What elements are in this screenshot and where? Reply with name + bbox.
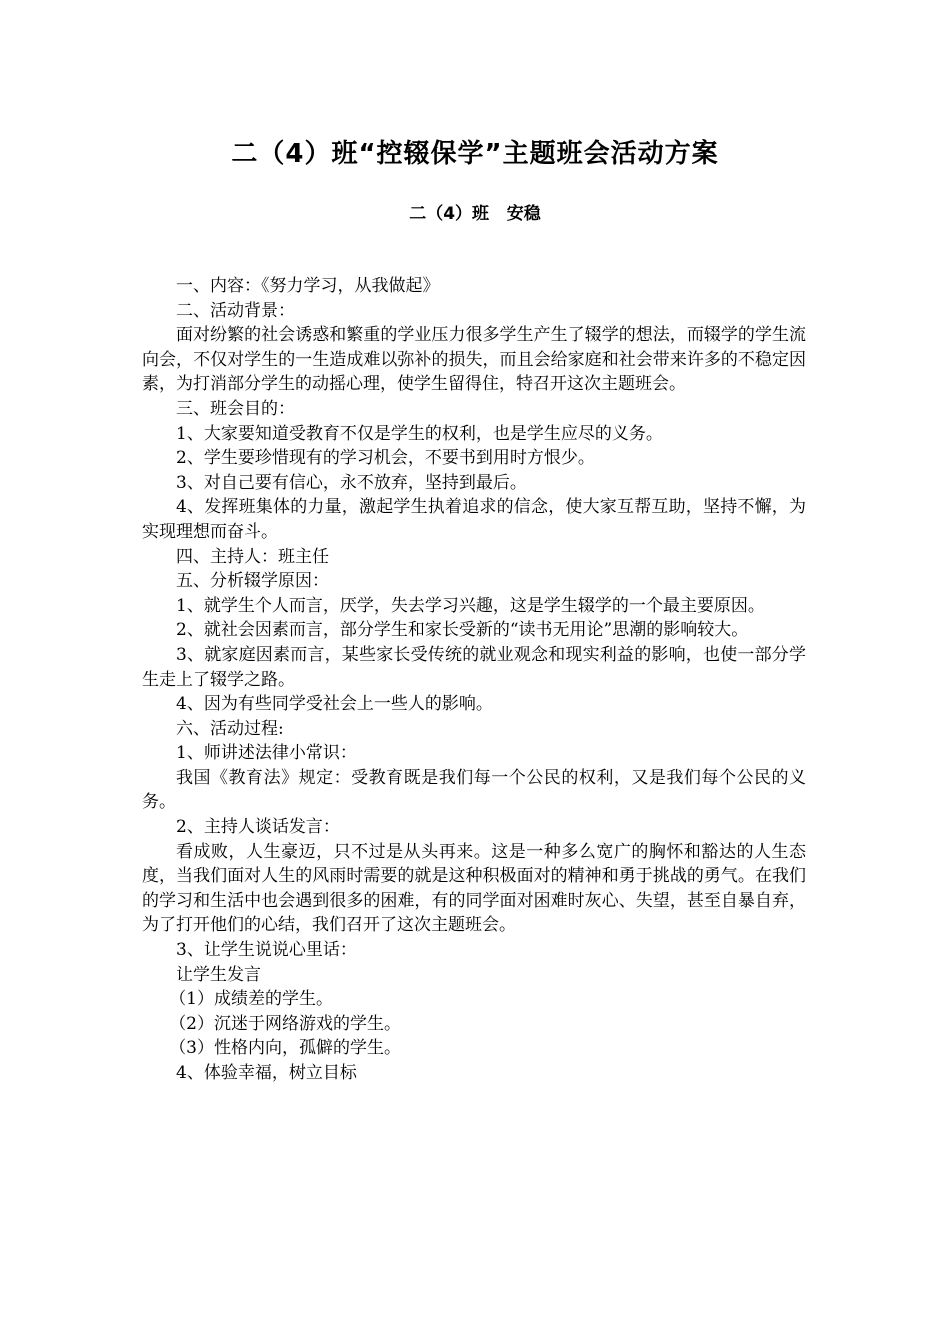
paragraph-process-3: 3、让学生说说心里话： <box>176 940 357 961</box>
paragraph-reasons-heading: 五、分析辍学原因： <box>176 571 329 592</box>
paragraph-background-heading: 二、活动背景： <box>176 300 295 321</box>
paragraph-process-1: 1、师讲述法律小常识： <box>176 743 357 764</box>
paragraph-content: 一、内容：《努力学习，从我做起》 <box>176 276 440 296</box>
document-title: 二（4）班“控辍保学”主题班会活动方案 <box>231 139 719 169</box>
paragraph-process-4: 4、体验幸福，树立目标 <box>176 1063 357 1083</box>
paragraph-student-1: （1）成绩差的学生。 <box>169 989 334 1010</box>
paragraph-reason-2: 2、就社会因素而言，部分学生和家长受新的“读书无用论”思潮的影响较大。 <box>176 620 749 641</box>
paragraph-reason-4: 4、因为有些同学受社会上一些人的影响。 <box>176 694 493 715</box>
paragraph-purpose-4: 4、发挥班集体的力量，激起学生执着追求的信念，使大家互帮互助，坚持不懈，为实现理想而奋斗。 <box>142 497 806 542</box>
paragraph-purpose-2: 2、学生要珍惜现有的学习机会，不要书到用时方恨少。 <box>176 448 595 469</box>
paragraph-purpose-heading: 三、班会目的： <box>176 398 295 419</box>
paragraph-host: 四、主持人：班主任 <box>176 546 329 567</box>
paragraph-host-speech: 看成败，人生豪迈，只不过是从头再来。这是一种多么宽广的胸怀和豁达的人生态度，当我们面对人生的风雨时需要的就是这种积极面对的精神和勇于挑战的勇气。在我们的学习和生活中也会遇到很多的困难，有的同学面对困难时灰心、失望，甚至自暴自弃，为了打开他们的心结，我们召开了这次主题班会。 <box>142 841 806 936</box>
document-body <box>142 274 806 1086</box>
paragraph-background: 面对纷繁的社会诱惑和繁重的学业压力很多学生产生了辍学的想法，而辍学的学生流向会，不仅对学生的一生造成难以弥补的损失，而且会给家庭和社会带来许多的不稳定因素，为打消部分学生的动摇心理，使学生留得住，特召开这次主题班会。 <box>142 325 806 395</box>
paragraph-reason-1: 1、就学生个人而言，厌学，失去学习兴趣，这是学生辍学的一个最主要原因。 <box>176 595 765 616</box>
document-subtitle: 二（4）班 安稳 <box>409 204 541 224</box>
paragraph-process-2: 2、主持人谈话发言： <box>176 817 340 838</box>
paragraph-reason-3: 3、就家庭因素而言，某些家长受传统的就业观念和现实利益的影响，也使一部分学生走上了辍学之路。 <box>142 644 806 690</box>
paragraph-student-3: （3）性格内向，孤僻的学生。 <box>169 1038 402 1059</box>
paragraph-student-2: （2）沉迷于网络游戏的学生。 <box>169 1013 402 1034</box>
paragraph-process-heading: 六、活动过程: <box>176 718 284 739</box>
paragraph-purpose-1: 1、大家要知道受教育不仅是学生的权利，也是学生应尽的义务。 <box>176 423 663 444</box>
paragraph-law: 我国《教育法》规定：受教育既是我们每一个公民的权利，又是我们每个公民的义务。 <box>142 767 806 813</box>
paragraph-student-speak: 让学生发言 <box>176 964 261 985</box>
paragraph-purpose-3: 3、对自己要有信心，永不放弃，坚持到最后。 <box>176 472 527 493</box>
